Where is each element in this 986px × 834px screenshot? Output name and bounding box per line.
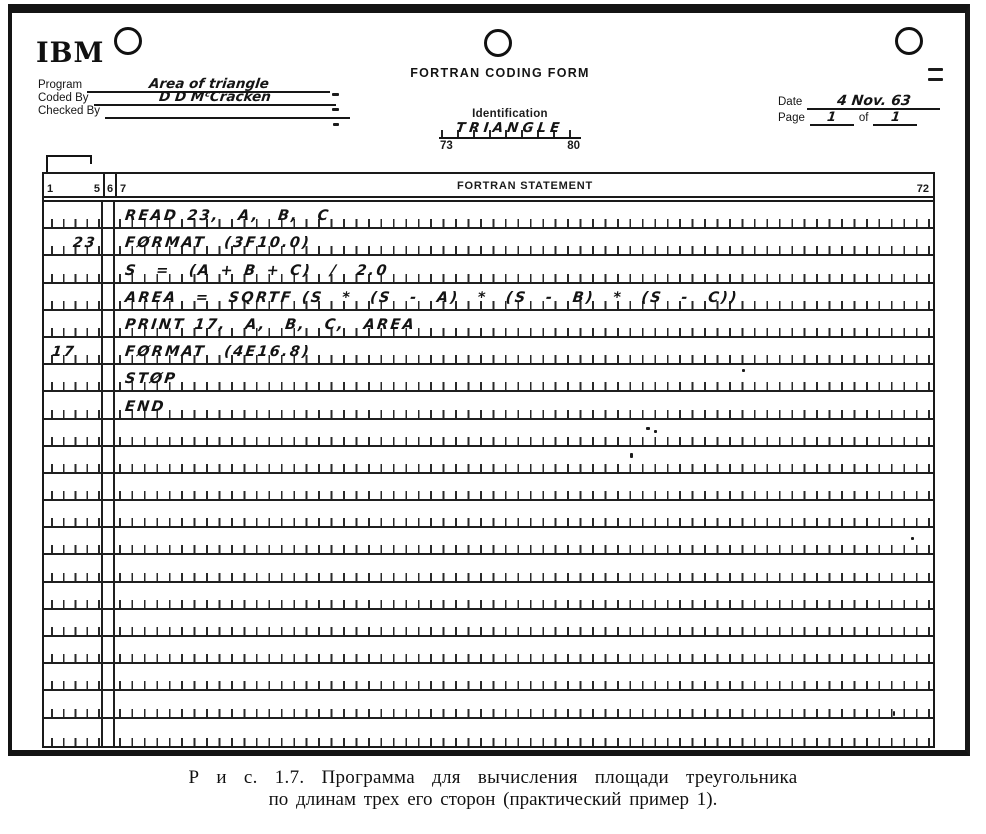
- statement-number: 17: [51, 344, 77, 361]
- code-row: [44, 474, 933, 501]
- code-row: [44, 583, 933, 610]
- date-value: 4 Nov. 63: [835, 93, 912, 109]
- scan-artifact: [928, 78, 943, 81]
- fortran-statement: END: [124, 398, 167, 415]
- col-72-header: 72: [916, 183, 929, 195]
- code-row: [44, 555, 933, 582]
- scan-artifact: [911, 537, 914, 540]
- coded-by-label: Coded By: [38, 92, 89, 104]
- checked-by-label: Checked By: [38, 105, 101, 117]
- scan-artifact: [928, 68, 943, 71]
- col-6-header: 6: [106, 183, 114, 195]
- page-field: [778, 109, 940, 126]
- scan-artifact: [646, 427, 650, 430]
- coding-grid: [42, 172, 935, 748]
- date-label: Date: [778, 96, 803, 108]
- code-row: [44, 256, 933, 283]
- page-label: Page: [778, 112, 805, 124]
- scan-artifact: [742, 369, 745, 372]
- code-row: [44, 691, 933, 718]
- code-row: [44, 447, 933, 474]
- code-row: [44, 365, 933, 392]
- code-row: [44, 637, 933, 664]
- form-title: FORTRAN CODING FORM: [410, 66, 590, 80]
- fortran-statement: FØRMAT (3F10.0): [124, 235, 312, 252]
- code-row: [44, 311, 933, 338]
- page-total: 1: [890, 110, 901, 125]
- header-statement-column: [117, 174, 933, 196]
- grid-header: [44, 174, 933, 202]
- statement-column-title: FORTRAN STATEMENT: [456, 180, 593, 192]
- code-row: [44, 202, 933, 229]
- code-row: [44, 392, 933, 419]
- fortran-statement: S = (A + B + C) / 2.0: [124, 262, 390, 279]
- punch-hole-center: [484, 29, 512, 57]
- of-label: of: [858, 112, 869, 124]
- date-field: [778, 93, 940, 110]
- statement-number: 23: [72, 235, 98, 252]
- program-label: Program: [38, 79, 83, 91]
- code-row: [44, 610, 933, 637]
- scan-artifact: [332, 93, 339, 96]
- code-row: [44, 501, 933, 528]
- code-row: [44, 284, 933, 311]
- scan-artifact: [630, 453, 633, 458]
- checked-by-field: [38, 102, 350, 119]
- program-value: Area of triangle: [147, 76, 270, 92]
- page-value: 1: [826, 110, 838, 125]
- ibm-logo: IBM: [36, 37, 105, 70]
- identification-value: TRIANGLE: [455, 120, 565, 136]
- code-row: [44, 664, 933, 691]
- identification-col-start: 73: [440, 140, 453, 152]
- code-row: [44, 528, 933, 555]
- punch-hole-right: [895, 27, 923, 55]
- caption-line-2: по длинам трех его сторон (практический пример 1).: [268, 789, 718, 810]
- scan-artifact: [654, 430, 657, 433]
- col-5-header: 5: [93, 183, 100, 195]
- code-row: [44, 229, 933, 256]
- fortran-statement: AREA = SQRTF (S * (S - A) * (S - B) * (S - C)): [124, 289, 740, 306]
- col-1-header: 1: [47, 183, 54, 195]
- fortran-statement: STØP: [124, 371, 179, 388]
- col-7-header: 7: [120, 183, 127, 195]
- identification-col-end: 80: [567, 140, 580, 152]
- punch-hole-left: [114, 27, 142, 55]
- fortran-statement: READ 23, A, B, C: [124, 208, 332, 225]
- identification-block: [435, 108, 585, 152]
- fortran-coding-form-scan: [8, 4, 970, 756]
- code-row: [44, 338, 933, 365]
- fortran-statement: PRINT 17, A, B, C, AREA: [124, 316, 417, 333]
- figure-caption: [0, 766, 986, 811]
- header-label-columns: [44, 174, 103, 196]
- caption-line-1: Р и с. 1.7. Программа для вычисления площади треугольника: [188, 767, 798, 788]
- identification-label: Identification: [472, 108, 548, 120]
- fortran-statement: FØRMAT (4E16.8): [124, 344, 312, 361]
- scan-artifact: [333, 123, 339, 126]
- scan-artifact: [893, 711, 895, 716]
- code-row: [44, 420, 933, 447]
- header-continuation-column: [103, 174, 117, 196]
- coded-by-value: D D MᶜCracken: [157, 89, 272, 105]
- code-row: [44, 719, 933, 746]
- scan-artifact: [332, 108, 339, 111]
